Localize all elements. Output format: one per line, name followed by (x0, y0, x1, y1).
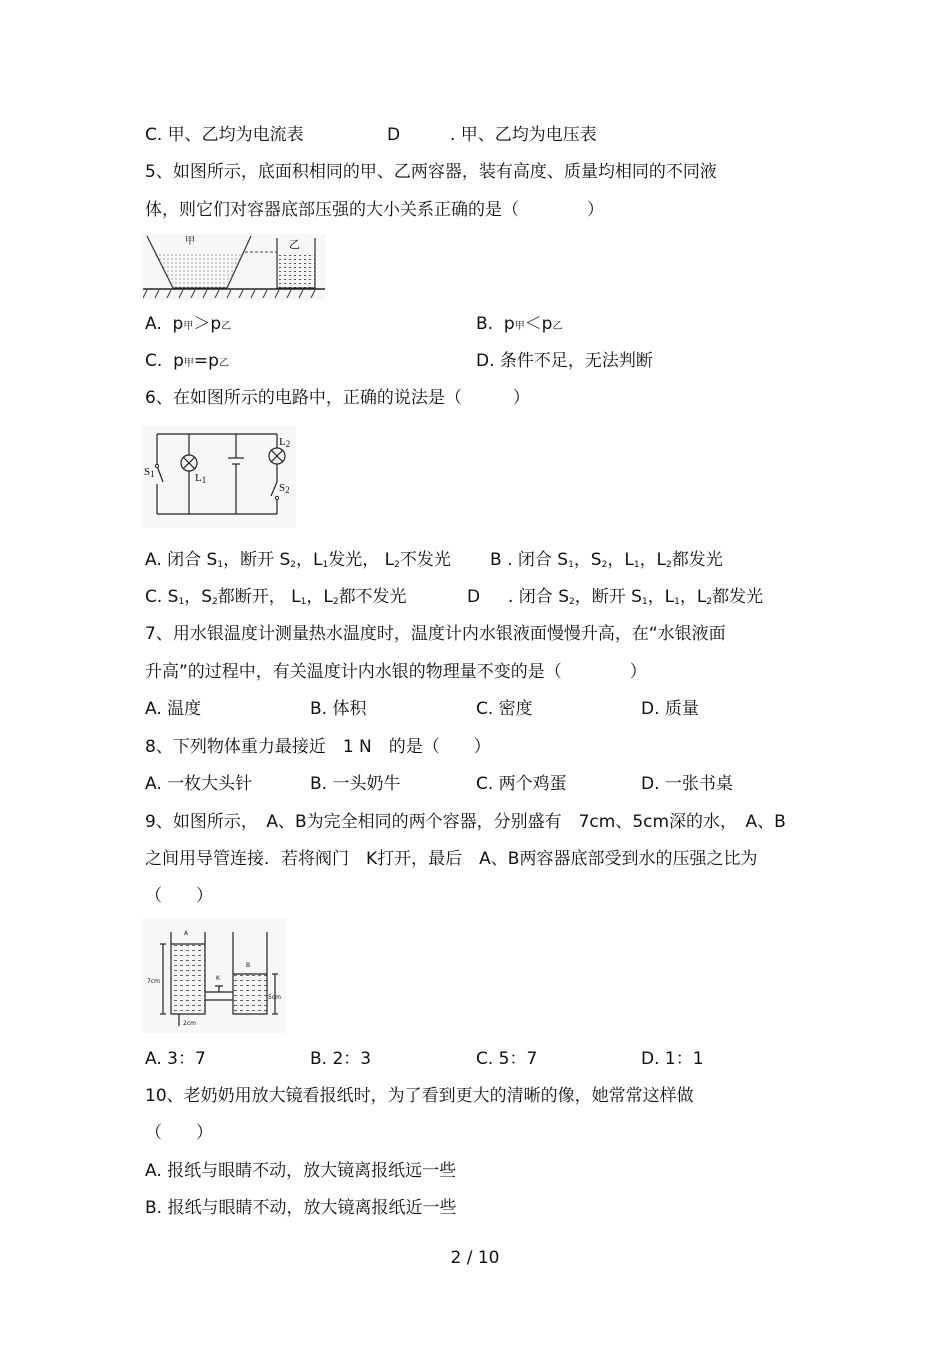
q5-stem-line1: 5、如图所示，底面积相同的甲、乙两容器，装有高度、质量均相同的不同液 (145, 162, 717, 182)
q5-option-b: B. p甲＜p乙 (476, 314, 563, 334)
q4-option-d-text: . 甲、乙均为电压表 (450, 125, 597, 145)
q6-fig-l1: $L_1$ (195, 472, 207, 485)
q7-stem-line1: 7、用水银温度计测量热水温度时，温度计内水银液面慢慢升高，在“水银液面 (145, 624, 726, 644)
q10-stem-line1: 10、老奶奶用放大镜看报纸时，为了看到更大的清晰的像，她常常这样做 (145, 1086, 694, 1106)
q9-stem-line3: （ ） (145, 886, 213, 906)
q9-fig-label-b: B (246, 962, 251, 969)
q5-option-c: C. p甲=p乙 (145, 351, 229, 371)
q9-option-d: D. 1：1 (641, 1049, 704, 1069)
q10-option-b: B. 报纸与眼睛不动，放大镜离报纸近一些 (145, 1198, 457, 1218)
q5-fig-label-yi: 乙 (289, 238, 300, 251)
q9-connected-containers-figure (143, 918, 286, 1033)
q9-stem-line2: 之间用导管连接．若将阀门 K打开，最后 A、B两容器底部受到水的压强之比为 (145, 849, 758, 869)
q7-option-a: A. 温度 (145, 699, 202, 719)
q4-option-d-letter: D (387, 125, 401, 145)
q8-option-a: A. 一枚大头针 (145, 774, 253, 794)
q9-option-a: A. 3：7 (145, 1049, 206, 1069)
q7-option-d: D. 质量 (641, 699, 699, 719)
q4-option-c: C. 甲、乙均为电流表 (145, 125, 304, 145)
q6-option-d: . 闭合 $S_2$，断开 $S_1$，$L_1$，$L_2$都发光 (508, 587, 764, 607)
q8-option-c: C. 两个鸡蛋 (476, 774, 567, 794)
q9-fig-label-7cm: 7cm (147, 978, 160, 985)
q10-option-a: A. 报纸与眼睛不动，放大镜离报纸远一些 (145, 1161, 457, 1181)
q5-option-a: A. p甲＞p乙 (145, 314, 232, 334)
q7-option-b: B. 体积 (310, 699, 367, 719)
q6-option-a: A. 闭合 $S_1$，断开 $S_2$，$L_1$发光， $L_2$不发光 (145, 550, 451, 570)
q6-fig-s2: $S_2$ (279, 482, 290, 495)
q6-fig-l2: $L_2$ (279, 436, 291, 449)
q5-stem-line2: 体，则它们对容器底部压强的大小关系正确的是（ ） (145, 200, 604, 220)
q9-stem-line1: 9、如图所示， A、B为完全相同的两个容器，分别盛有 7cm、5cm深的水， A、B (145, 812, 786, 832)
q6-option-c: C. $S_1$，$S_2$都断开， $L_1$，$L_2$都不发光 (145, 587, 407, 607)
q6-option-b: B . 闭合 $S_1$，$S_2$，$L_1$，$L_2$都发光 (490, 550, 723, 570)
q8-option-d: D. 一张书桌 (641, 774, 733, 794)
q9-fig-label-a: A (184, 930, 189, 937)
q9-fig-label-k: K (216, 975, 220, 982)
q6-circuit-figure (143, 426, 296, 528)
q8-stem: 8、下列物体重力最接近 1 N 的是（ ） (145, 737, 491, 757)
q5-containers-figure (143, 234, 325, 300)
q9-option-c: C. 5：7 (476, 1049, 538, 1069)
page-number: 2 / 10 (450, 1248, 500, 1268)
q7-option-c: C. 密度 (476, 699, 533, 719)
q8-option-b: B. 一头奶牛 (310, 774, 401, 794)
q6-fig-s1: $S_1$ (144, 466, 155, 479)
q9-fig-label-2cm: 2cm (183, 1020, 196, 1027)
q6-option-d-letter: D (467, 587, 481, 607)
q9-fig-label-5cm: 5cm (268, 994, 281, 1001)
q5-fig-label-jia: 甲 (185, 236, 195, 247)
q7-stem-line2: 升高”的过程中，有关温度计内水银的物理量不变的是（ ） (145, 662, 647, 682)
q6-stem: 6、在如图所示的电路中，正确的说法是（ ） (145, 388, 530, 408)
q9-option-b: B. 2：3 (310, 1049, 372, 1069)
q5-option-d: D. 条件不足，无法判断 (476, 351, 653, 371)
q10-stem-line2: （ ） (145, 1123, 213, 1143)
